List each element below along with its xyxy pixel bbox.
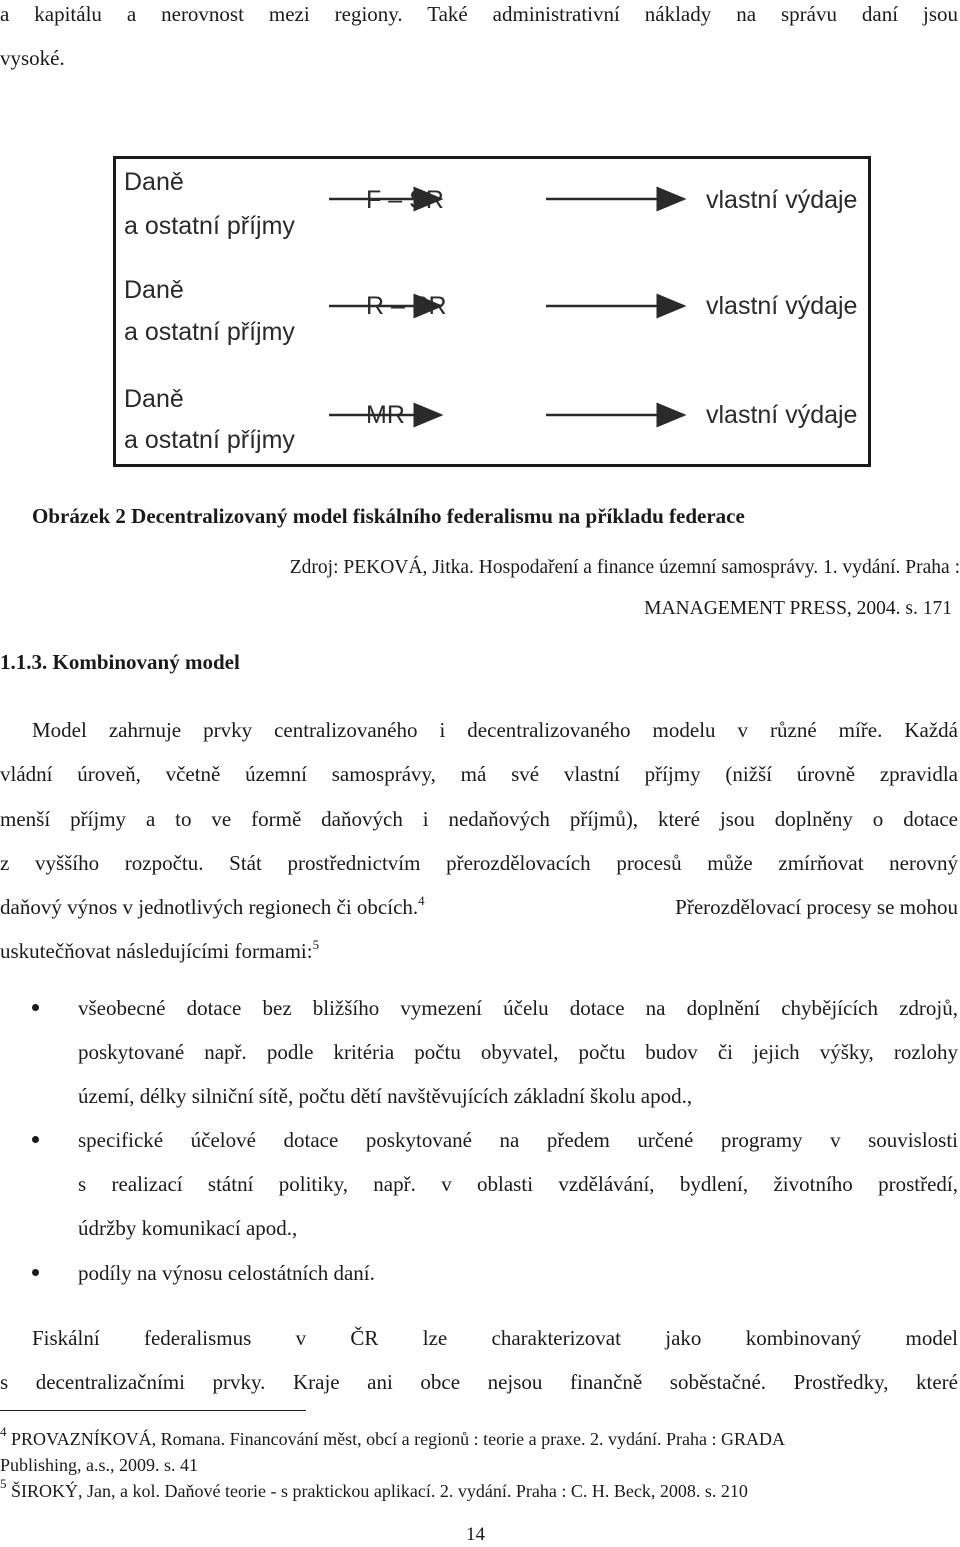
footnote: $^5$ ŠIROKÝ, Jan, a kol. Daňové teorie - s praktickou aplikací. 2. vydání. Praha : C. H. Beck, 2008. s. 210: [0, 1476, 748, 1501]
bullet-line: s realizací státní politiky, např. v oblasti vzdělávání, bydlení, životního prostředí,: [78, 1172, 958, 1196]
federalism-diagram: [113, 156, 871, 467]
bullet-line: specifické účelové dotace poskytované na předem určené programy v souvislosti: [78, 1128, 958, 1152]
bullet-line: všeobecné dotace bez bližšího vymezení účelu dotace na doplnění chybějících zdrojů,: [78, 996, 958, 1020]
intro-line: vysoké.: [0, 46, 65, 70]
bullet-dot: [32, 1004, 39, 1011]
footnote-ref[interactable]: 5: [312, 937, 320, 952]
bullet-line: území, délky silniční sítě, počtu dětí navštěvujících základní školu apod.,: [78, 1084, 693, 1108]
diagram-middle-label: MR: [366, 401, 405, 429]
section-heading: 1.1.3. Kombinovaný model: [0, 650, 240, 674]
diagram-right-label: vlastní výdaje: [706, 401, 858, 429]
diagram-right-label: vlastní výdaje: [706, 186, 858, 214]
paragraph-line: z vyššího rozpočtu. Stát prostřednictvím přerozdělovacích procesů může zmírňovat nerovný: [0, 851, 958, 875]
paragraph-text: Přerozdělovací procesy se mohou: [675, 895, 958, 919]
paragraph-line: uskutečňovat následujícími formami:$^5$: [0, 937, 320, 963]
diagram-left-label: a ostatní příjmy: [124, 212, 295, 240]
diagram-middle-label: R – SR: [366, 292, 447, 320]
diagram-middle-label: F – SR: [366, 186, 444, 214]
paragraph-text: daňový výnos v jednotlivých regionech či obcích.$^4$: [0, 893, 425, 919]
diagram-left-label: Daně: [124, 385, 184, 413]
bullet-dot: [32, 1269, 39, 1276]
diagram-left-label: Daně: [124, 276, 184, 304]
paragraph-line: Model zahrnuje prvky centralizovaného i decentralizovaného modelu v různé míře. Každá: [32, 718, 958, 742]
paragraph-line: menší příjmy a to ve formě daňových i nedaňových příjmů), které jsou doplněny o dotace: [0, 807, 958, 831]
bullet-dot: [32, 1136, 39, 1143]
diagram-left-label: a ostatní příjmy: [124, 426, 295, 454]
figure-source: Zdroj: PEKOVÁ, Jitka. Hospodaření a finance územní samosprávy. 1. vydání. Praha :: [289, 557, 960, 578]
bullet-line: poskytované např. podle kritéria počtu obyvatel, počtu budov či jejich výšky, rozlohy: [78, 1040, 958, 1064]
figure-caption: Obrázek 2 Decentralizovaný model fiskálního federalismu na příkladu federace: [32, 504, 745, 528]
footnote-separator: [0, 1410, 306, 1411]
intro-line: a kapitálu a nerovnost mezi regiony. Také administrativní náklady na správu daní jsou: [0, 2, 958, 26]
footnote-ref[interactable]: 4: [418, 893, 425, 908]
diagram-right-label: vlastní výdaje: [706, 292, 858, 320]
footnote: $^4$ PROVAZNÍKOVÁ, Romana. Financování měst, obcí a regionů : teorie a praxe. 2. vydání. Praha : GRADA: [0, 1424, 786, 1449]
figure-source: MANAGEMENT PRESS, 2004. s. 171: [644, 598, 952, 619]
footnote-number: 5: [0, 1476, 7, 1491]
paragraph-line: s decentralizačními prvky. Kraje ani obce nejsou finančně soběstačné. Prostředky, které: [0, 1370, 958, 1394]
page-number: 14: [466, 1524, 485, 1545]
footnote: Publishing, a.s., 2009. s. 41: [0, 1455, 199, 1475]
bullet-line: podíly na výnosu celostátních daní.: [78, 1261, 375, 1285]
diagram-left-label: a ostatní příjmy: [124, 318, 295, 346]
bullet-line: údržby komunikací apod.,: [78, 1216, 298, 1240]
footnote-number: 4: [0, 1424, 7, 1439]
diagram-left-label: Daně: [124, 168, 184, 196]
paragraph-line: Fiskální federalismus v ČR lze charakterizovat jako kombinovaný model: [32, 1326, 958, 1350]
paragraph-line: [0, 893, 958, 921]
paragraph-line: vládní úroveň, včetně územní samosprávy, má své vlastní příjmy (nižší úrovně zpravidla: [0, 762, 958, 786]
